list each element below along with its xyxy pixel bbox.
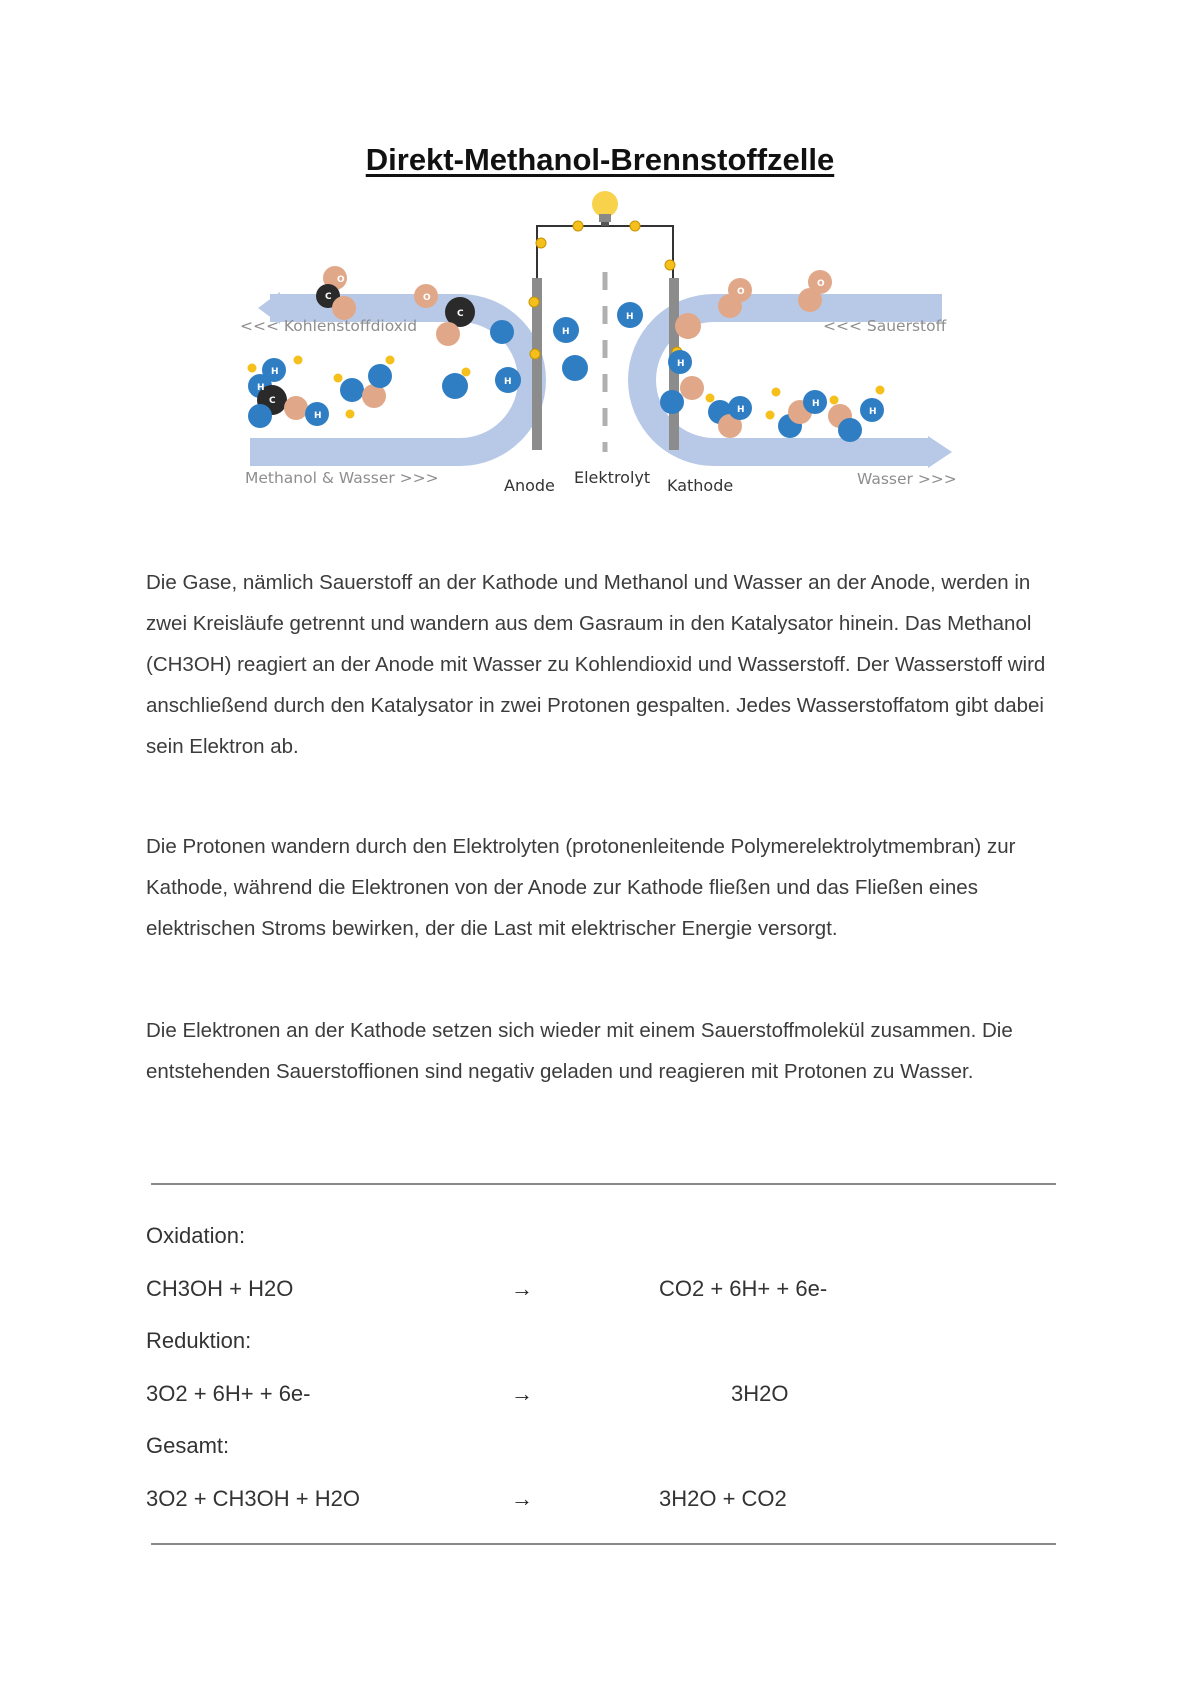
- svg-text:H: H: [257, 383, 265, 393]
- label-electrolyte: Elektrolyt: [574, 468, 651, 487]
- water-molecules: [660, 350, 884, 442]
- oxidation-left: CH3OH + H2O: [146, 1276, 294, 1301]
- divider-bottom: [151, 1543, 1056, 1545]
- label-anode: Anode: [504, 476, 555, 495]
- fuel-cell-diagram: [240, 190, 960, 510]
- svg-text:O: O: [337, 275, 345, 285]
- svg-text:O: O: [817, 279, 825, 289]
- label-cathode: Kathode: [667, 476, 734, 495]
- reduction-left: 3O2 + 6H+ + 6e-: [146, 1381, 311, 1406]
- svg-text:O: O: [737, 287, 745, 297]
- oxidation-right: CO2 + 6H+ + 6e-: [659, 1276, 828, 1301]
- svg-text:O: O: [423, 293, 431, 303]
- svg-text:C: C: [269, 396, 276, 406]
- svg-text:H: H: [504, 377, 512, 387]
- total-left: 3O2 + CH3OH + H2O: [146, 1486, 360, 1511]
- svg-text:C: C: [457, 309, 464, 319]
- paragraph-gases: Die Gase, nämlich Sauerstoff an der Kathode und Methanol und Wasser an der Anode, werden in zwei Kreisläufe getrennt und wandern aus dem Gasraum in den Katalysator hinein. Das Methanol (CH3OH) reagiert an der Anode mit Wasser zu Kohlendioxid und Wasserstoff. Der Wasserstoff wird anschließend durch den Katalysator in zwei Protonen gespalten. Jedes Wasserstoffatom gibt dabei sein Elektron ab.: [146, 571, 1046, 758]
- document-title: Direkt-Methanol-Brennstoffzelle: [365, 142, 835, 177]
- total-right: 3H2O + CO2: [659, 1486, 787, 1511]
- svg-text:C: C: [325, 292, 332, 302]
- divider-top: [151, 1183, 1056, 1185]
- label-co2-out: <<< Kohlenstoffdioxid: [240, 317, 418, 335]
- paragraph-protons: Die Protonen wandern durch den Elektrolyten (protonenleitende Polymerelektrolytmembran) zur Kathode, während die Elektronen von der Anode zur Kathode fließen und das Fließen eines elektrischen Stroms bewirken, der die Last mit elektrischer Energie versorgt.: [146, 835, 1016, 940]
- reduction-label: Reduktion:: [146, 1328, 252, 1353]
- svg-text:H: H: [271, 367, 279, 377]
- label-o2-in: <<< Sauerstoff: [823, 317, 947, 335]
- svg-text:H: H: [869, 407, 877, 417]
- svg-text:H: H: [626, 312, 634, 322]
- label-methanol-in: Methanol & Wasser >>>: [245, 469, 439, 487]
- circuit-wire: [537, 226, 673, 278]
- reduction-right: 3H2O: [731, 1381, 789, 1406]
- svg-text:H: H: [677, 359, 685, 369]
- svg-text:H: H: [812, 399, 820, 409]
- oxidation-label: Oxidation:: [146, 1223, 246, 1248]
- total-arrow: →: [511, 1486, 533, 1511]
- svg-text:H: H: [314, 411, 322, 421]
- svg-text:H: H: [737, 405, 745, 415]
- label-water-out: Wasser >>>: [857, 470, 957, 488]
- oxidation-arrow: →: [511, 1276, 533, 1301]
- light-bulb-icon: [592, 191, 618, 226]
- svg-text:H: H: [562, 327, 570, 337]
- methanol-molecules: [248, 320, 521, 428]
- paragraph-electrons: Die Elektronen an der Kathode setzen sich wieder mit einem Sauerstoffmolekül zusammen. Die entstehenden Sauerstoffionen sind negativ geladen und reagieren mit Protonen zu Wasser.: [146, 1019, 1013, 1083]
- reduction-arrow: →: [511, 1381, 533, 1406]
- total-label: Gesamt:: [146, 1433, 230, 1458]
